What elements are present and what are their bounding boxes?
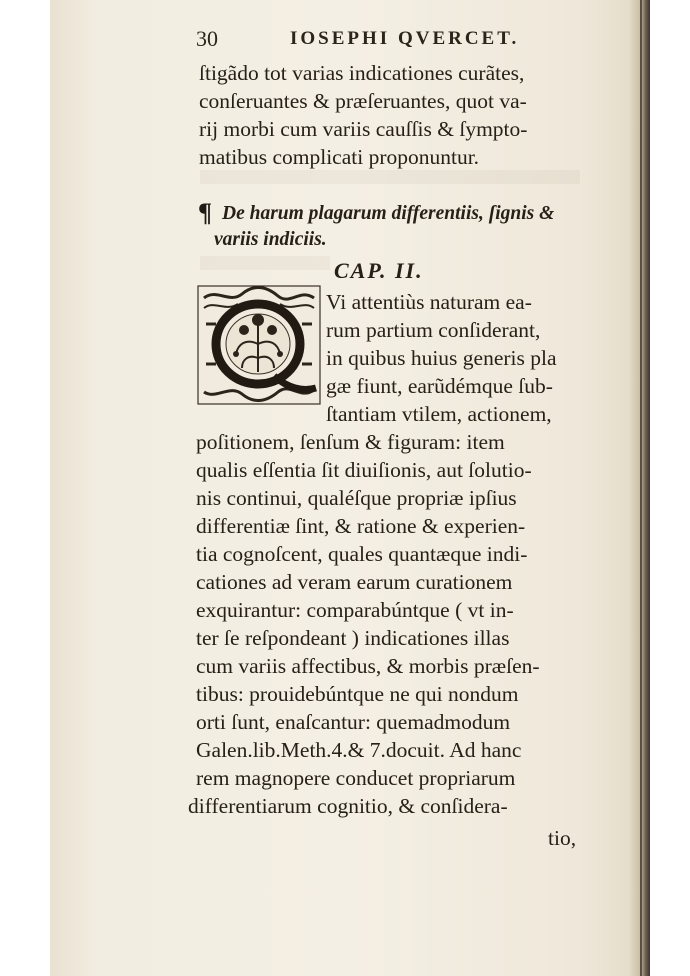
text-line: cationes ad veram earum curationem <box>196 570 513 594</box>
text-line: ſtigãdo tot varias indicationes curãtes, <box>199 61 525 85</box>
text-line: qualis eſſentia ſit diuiſionis, aut ſolutio- <box>196 458 532 482</box>
text-line: Vi attentiùs naturam ea- <box>326 290 532 314</box>
running-head <box>196 26 548 54</box>
text-line: nis continui, qualéſque propriæ ipſius <box>196 486 517 510</box>
text-line: ſtantiam vtilem, actionem, <box>326 402 552 426</box>
text-line: differentiæ ſint, & ratione & experien- <box>196 514 526 538</box>
show-through-ghost <box>200 170 580 184</box>
text-line: rij morbi cum variis cauſſis & ſympto- <box>199 117 528 141</box>
text-line: conſeruantes & præſeruantes, quot va- <box>199 89 527 113</box>
page-number: 30 <box>196 26 218 51</box>
text-line: orti ſunt, enaſcantur: quemadmodum <box>196 710 511 734</box>
text-line: cum variis affectibus, & morbis præſen- <box>196 654 540 678</box>
section-heading-line-2: variis indiciis. <box>214 229 327 250</box>
text-line: rum partium conſiderant, <box>326 318 541 342</box>
text-line: matibus complicati proponuntur. <box>199 145 480 169</box>
text-line: ter ſe reſpondeant ) indicationes illas <box>196 626 510 650</box>
text-line: Galen.lib.Meth.4.& 7.docuit. Ad hanc <box>196 738 522 762</box>
running-title: IOSEPHI QVERCET. <box>290 28 520 49</box>
text-line: differentiarum cognitio, & conſidera- <box>188 794 508 818</box>
text-line: exquirantur: comparabúntque ( vt in- <box>196 598 514 622</box>
next-page-edge <box>640 0 642 976</box>
text-line: poſitionem, ſenſum & figuram: item <box>196 430 505 454</box>
pilcrow-mark: ¶ <box>198 198 213 227</box>
catchword: tio, <box>548 826 577 850</box>
show-through-ghost <box>200 256 330 270</box>
text-line: gæ fiunt, earũdémque ſub- <box>326 374 553 398</box>
text-line: rem magnopere conducet propriarum <box>196 766 516 790</box>
page-gutter-shadow <box>628 0 650 976</box>
text-line: in quibus huius generis pla <box>326 346 557 370</box>
ornamental-initial-icon <box>196 284 322 406</box>
section-heading-line-1: De harum plagarum differentiis, ſignis & <box>222 203 555 224</box>
text-line: tia cognoſcent, quales quantæque indi- <box>196 542 528 566</box>
chapter-heading: CAP. II. <box>334 258 424 283</box>
text-line: tibus: prouidebúntque ne qui nondum <box>196 682 519 706</box>
